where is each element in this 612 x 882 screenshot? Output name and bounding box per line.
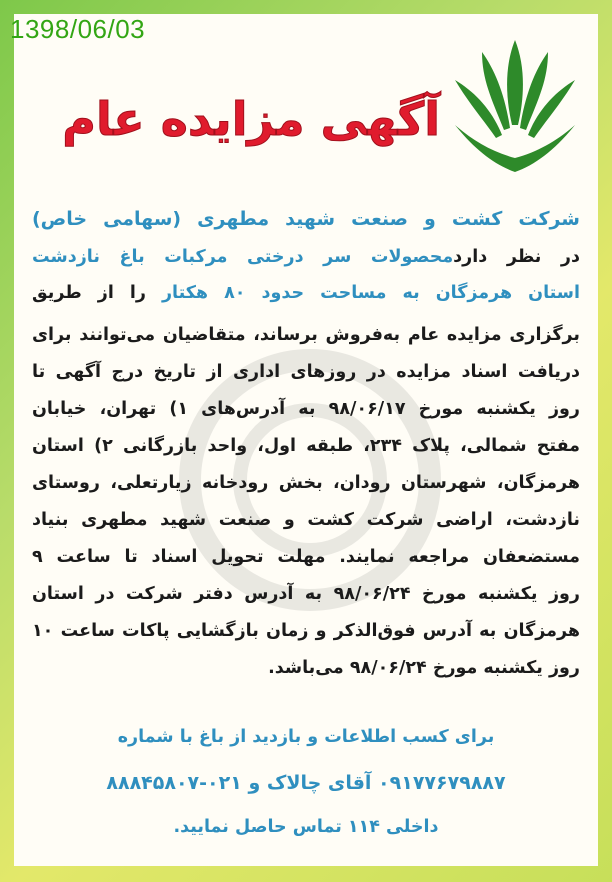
footer-line-3: داخلی ۱۱۴ تماس حاصل نمایید. bbox=[173, 817, 439, 837]
intro-highlight-1: محصولات سر درختی مرکبات باغ نازدشت bbox=[32, 247, 454, 267]
body-line: مفتح شمالی، پلاک ۲۳۴، طبقه اول، واحد بازرگانی ۲) استان bbox=[32, 436, 580, 456]
body-line: مستضعفان مراجعه نمایند. مهلت تحویل اسناد تا ساعت ۹ bbox=[32, 547, 580, 567]
ad-title: آگهی مزایده عام bbox=[62, 92, 440, 146]
body-line: دریافت اسناد مزایده در روزهای اداری از تاریخ درج آگهی تا bbox=[32, 362, 580, 382]
publish-date: 1398/06/03 bbox=[10, 14, 146, 44]
intro-line-2 bbox=[32, 278, 580, 308]
body-line: هرمزگان به آدرس فوق‌الذکر و زمان بازگشایی پاکات ساعت ۱۰ bbox=[32, 621, 580, 641]
body-line: هرمزگان، شهرستان رودان، بخش رودخانه زیارتعلی، روستای bbox=[32, 473, 580, 493]
intro-line-1 bbox=[32, 242, 580, 272]
intro-highlight-2: استان هرمزگان به مساحت حدود ۸۰ هکتار bbox=[161, 283, 580, 303]
body-line: روز یکشنبه مورخ ۹۸/۰۶/۲۴ می‌باشد. bbox=[268, 658, 580, 678]
intro-suffix: را از طریق bbox=[32, 283, 146, 303]
plant-logo-icon bbox=[450, 40, 580, 190]
footer-line-1: برای کسب اطلاعات و بازدید از باغ با شماره bbox=[117, 727, 495, 747]
intro-prefix: در نظر دارد bbox=[453, 247, 580, 267]
body-line: برگزاری مزایده عام به‌فروش برساند، متقاضیان می‌توانند برای bbox=[32, 325, 580, 345]
body-line: روز یکشنبه مورخ ۹۸/۰۶/۱۷ به آدرس‌های ۱) تهران، خیابان bbox=[32, 399, 580, 419]
company-name: شرکت کشت و صنعت شهید مطهری (سهامی خاص) bbox=[32, 208, 580, 230]
footer-phones: ۰۹۱۷۷۶۷۹۸۸۷ آقای چالاک و ۰۲۱-۸۸۸۴۵۸۰۷ bbox=[106, 772, 506, 794]
body-line: روز یکشنبه مورخ ۹۸/۰۶/۲۴ به آدرس دفتر شرکت در استان bbox=[32, 584, 580, 604]
body-line: نازدشت، اراضی شرکت کشت و صنعت شهید مطهری بنیاد bbox=[32, 510, 580, 530]
